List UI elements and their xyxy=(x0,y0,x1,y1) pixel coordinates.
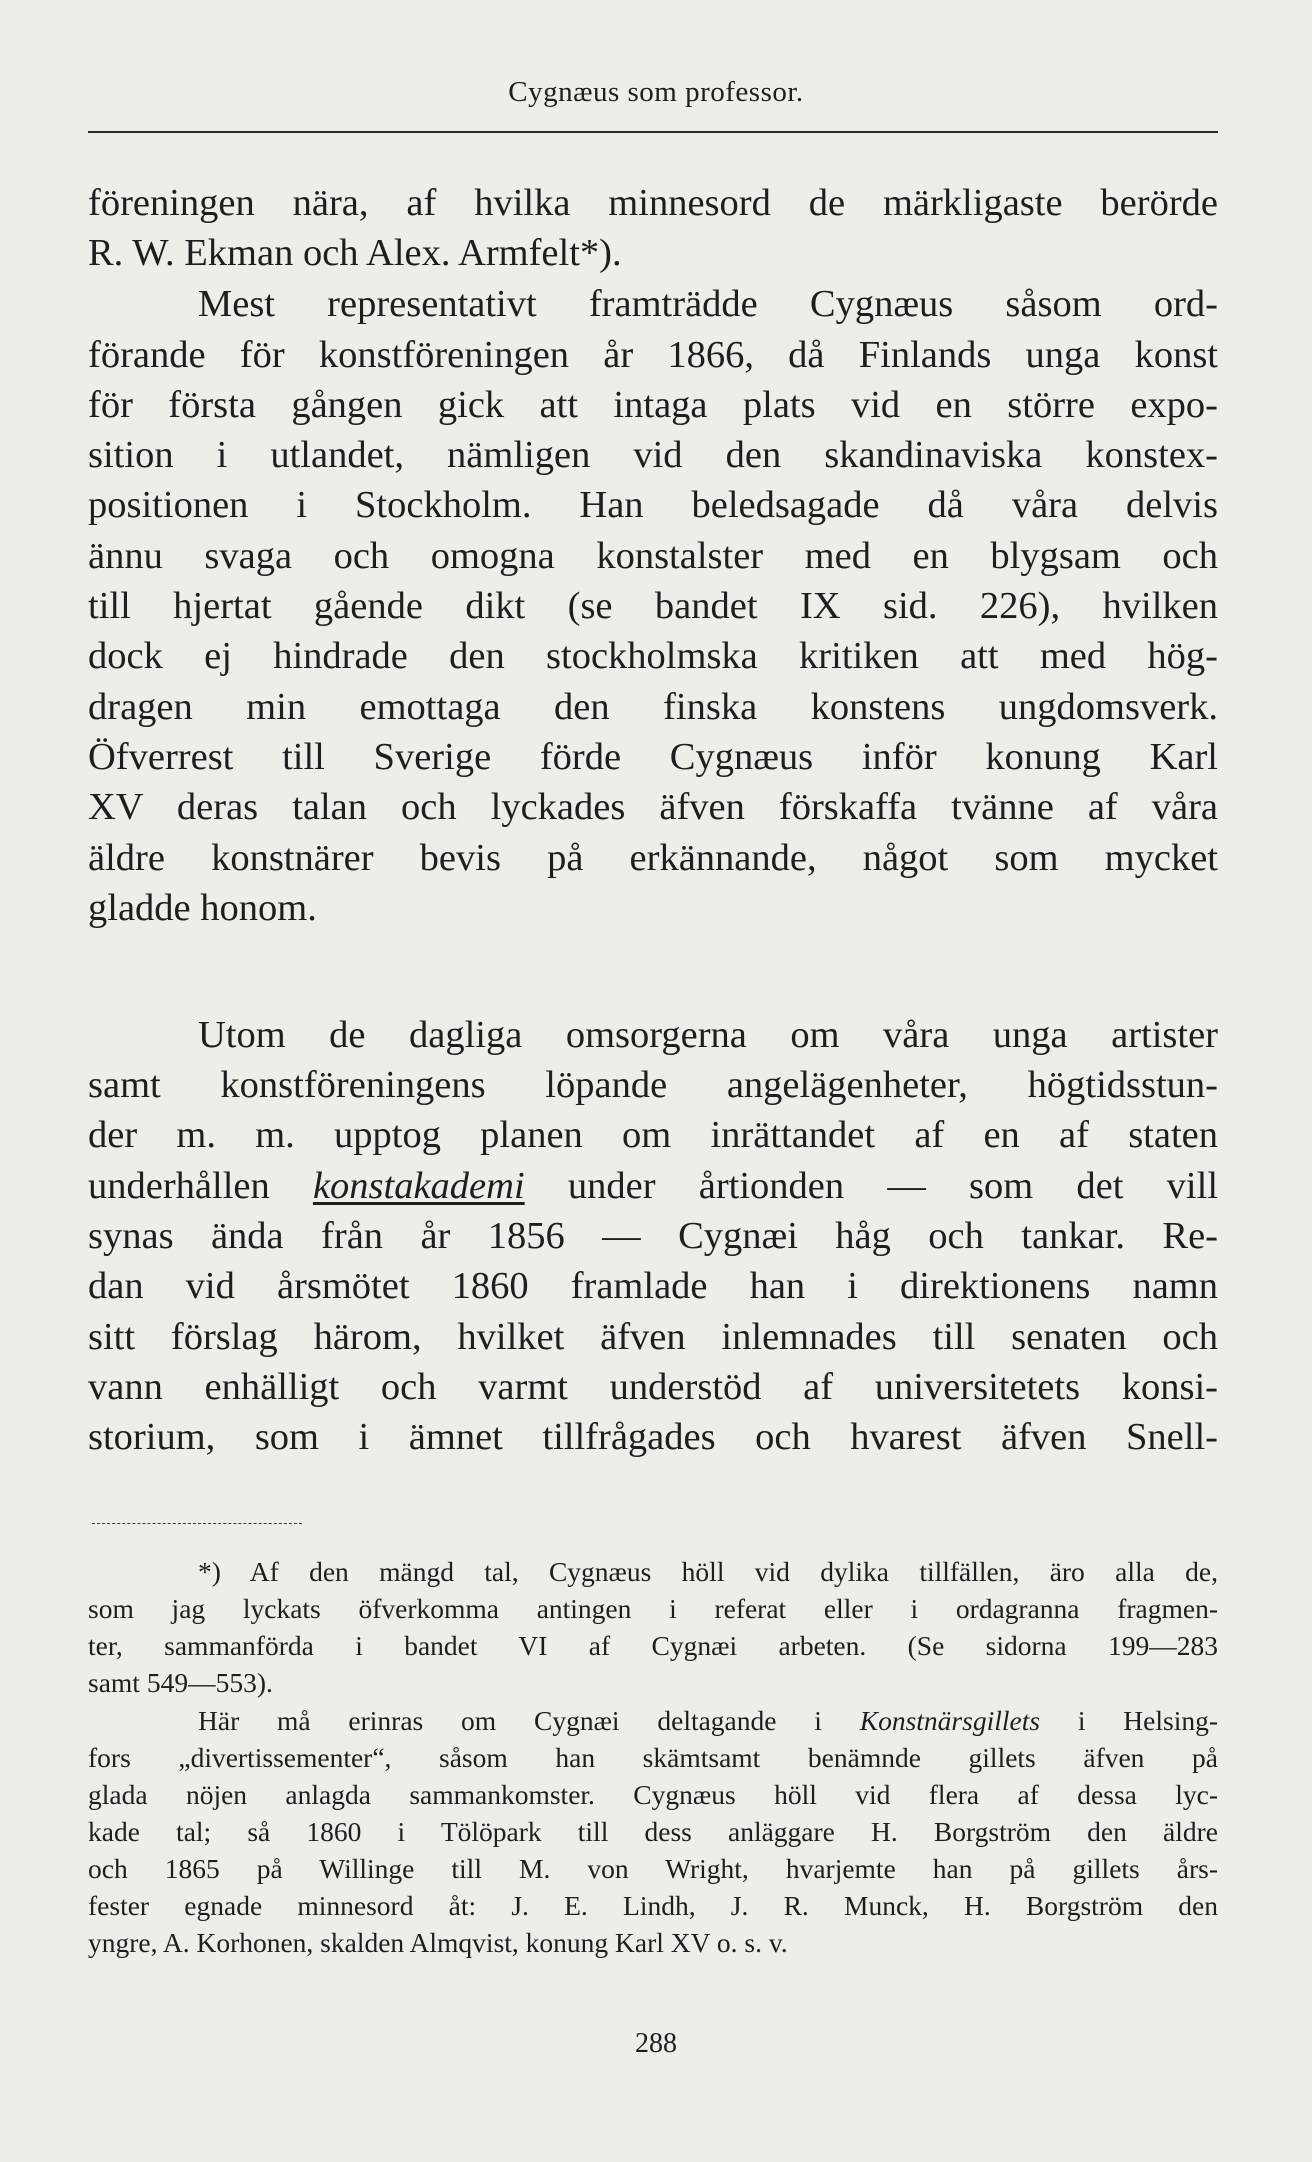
footnote-line xyxy=(198,1702,1218,1739)
body-line: äldre konstnärer bevis på erkännande, något som mycket xyxy=(88,837,1218,879)
body-line: för första gången gick att intaga plats vid en större expo- xyxy=(88,384,1218,426)
footnote-line: fester egnade minnesord åt: J. E. Lindh, J. R. Munck, H. Borgström den xyxy=(88,1890,1218,1921)
body-line xyxy=(88,1161,1218,1211)
body-line: positionen i Stockholm. Han beledsagade då våra delvis xyxy=(88,484,1218,526)
body-line: Mest representativt framträdde Cygnæus såsom ord- xyxy=(198,283,1218,325)
footnote-separator xyxy=(92,1523,302,1524)
emphasized-term: konstakademi xyxy=(312,1165,525,1207)
footnote-line: kade tal; så 1860 i Tölöpark till dess anläggare H. Borgström den äldre xyxy=(88,1816,1218,1847)
body-line: förande för konstföreningen år 1866, då Finlands unga konst xyxy=(88,334,1218,376)
body-line: XV deras talan och lyckades äfven förskaffa tvänne af våra xyxy=(88,786,1218,828)
body-line: gladde honom. xyxy=(88,887,317,929)
body-line: storium, som i ämnet tillfrågades och hvarest äfven Snell- xyxy=(88,1416,1218,1458)
footnote-line: *) Af den mängd tal, Cygnæus höll vid dylika tillfällen, äro alla de, xyxy=(198,1556,1218,1587)
body-text: under årtionden — som det vill xyxy=(567,1165,1218,1207)
body-line: R. W. Ekman och Alex. Armfelt*). xyxy=(88,232,622,274)
footnote-text: i Helsing- xyxy=(1077,1705,1218,1736)
body-line: sition i utlandet, nämligen vid den skandinaviska konstex- xyxy=(88,434,1218,476)
footnote-line: och 1865 på Willinge till M. von Wright, hvarjemte han på gillets års- xyxy=(88,1853,1218,1884)
header-rule xyxy=(88,131,1218,133)
body-line: till hjertat gående dikt (se bandet IX sid. 226), hvilken xyxy=(88,585,1218,627)
body-line: dock ej hindrade den stockholmska kritiken att med hög- xyxy=(88,635,1218,677)
body-text: underhållen xyxy=(88,1165,270,1207)
body-line: dragen min emottaga den finska konstens ungdomsverk. xyxy=(88,686,1218,728)
footnote-line: glada nöjen anlagda sammankomster. Cygnæus höll vid flera af dessa lyc- xyxy=(88,1779,1218,1810)
footnote-line: ter, sammanförda i bandet VI af Cygnæi arbeten. (Se sidorna 199—283 xyxy=(88,1630,1218,1661)
body-line: vann enhälligt och varmt understöd af universitetets konsi- xyxy=(88,1366,1218,1408)
page-number: 288 xyxy=(635,2028,677,2059)
footnote-line: som jag lyckats öfverkomma antingen i referat eller i ordagranna fragmen- xyxy=(88,1593,1218,1624)
body-line: sitt förslag härom, hvilket äfven inlemnades till senaten och xyxy=(88,1316,1218,1358)
body-line: Öfverrest till Sverige förde Cygnæus inför konung Karl xyxy=(88,736,1218,778)
body-line: ännu svaga och omogna konstalster med en blygsam och xyxy=(88,535,1218,577)
body-line: dan vid årsmötet 1860 framlade han i direktionens namn xyxy=(88,1265,1218,1307)
body-line: föreningen nära, af hvilka minnesord de märkligaste berörde xyxy=(88,182,1218,224)
body-line: synas ända från år 1856 — Cygnæi håg och tankar. Re- xyxy=(88,1215,1218,1257)
emphasized-term: Konstnärsgillets xyxy=(859,1705,1041,1736)
footnote-text: Här må erinras om Cygnæi deltagande i xyxy=(198,1705,822,1736)
running-title: Cygnæus som professor. xyxy=(508,76,804,108)
body-line: der m. m. upptog planen om inrättandet af en af staten xyxy=(88,1114,1218,1156)
body-line: samt konstföreningens löpande angelägenheter, högtidsstun- xyxy=(88,1064,1218,1106)
footnote-line: fors „divertissementer“, såsom han skämtsamt benämnde gillets äfven på xyxy=(88,1742,1218,1773)
footnote-line: yngre, A. Korhonen, skalden Almqvist, konung Karl XV o. s. v. xyxy=(88,1927,788,1958)
body-line: Utom de dagliga omsorgerna om våra unga artister xyxy=(198,1014,1218,1056)
footnote-line: samt 549—553). xyxy=(88,1667,273,1698)
